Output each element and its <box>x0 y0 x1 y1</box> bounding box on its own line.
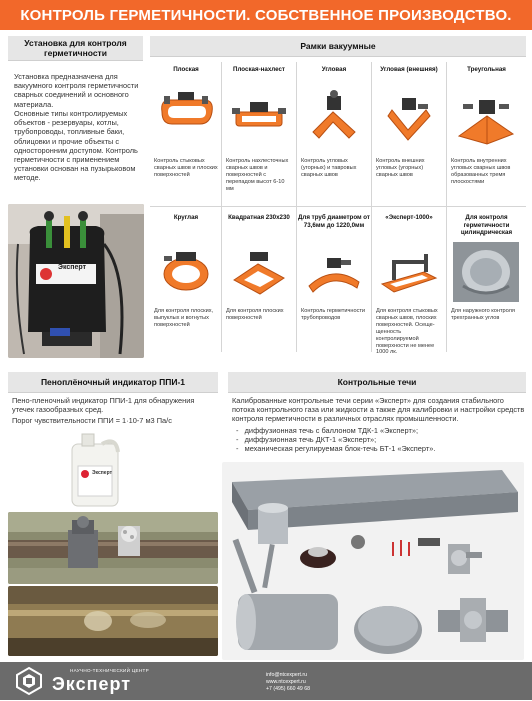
frame-title: Для труб диаметром от 73,6мм до 1220,0мм <box>298 214 370 229</box>
brand-logo-icon <box>14 666 44 696</box>
frame-angle-image <box>303 82 365 152</box>
frame-angle-external-image <box>378 82 440 152</box>
frame-description: Контроль герметичности трубопроводов <box>301 308 366 321</box>
leaks-item-text: диффузионная течь ДКТ-1 «Эксперт»; <box>244 435 377 444</box>
frame-title: Угловая (внешняя) <box>380 66 438 73</box>
grid-divider <box>150 206 526 207</box>
leaks-item: - диффузионная течь с баллоном ТДК-1 «Эксперт»; <box>236 426 419 435</box>
frame-pipe-image <box>303 234 365 300</box>
page-title-banner <box>0 0 532 30</box>
frames-heading-text: Рамки вакуумные <box>300 41 376 51</box>
frame-round-image <box>156 234 216 300</box>
frame-flat-image <box>156 82 216 152</box>
footer-email[interactable]: info@ntcexpert.ru <box>266 672 308 678</box>
foam-canister-photo <box>62 432 130 510</box>
foam-sensitivity: Порог чувствительности ППИ = 1·10-7 м3 Па/с <box>12 416 172 425</box>
frame-card-pipe <box>297 210 371 352</box>
installation-heading <box>8 36 143 61</box>
frame-title: «Эксперт-1000» <box>385 214 433 221</box>
frame-title: Треугольная <box>467 66 506 73</box>
frame-description: Для контроля плоских, выпуклых и вогнутых поверхностей <box>154 308 214 328</box>
leaks-heading-text: Контрольные течи <box>337 377 417 387</box>
frame-description: Для контроля плоских поверхностей <box>226 308 284 321</box>
installation-heading-text: Установка для контроля герметичности <box>24 38 127 58</box>
foam-heading <box>8 372 218 393</box>
frame-card-square <box>222 210 296 352</box>
frame-title: Для контроля герметичности цилиндрическая <box>460 214 513 236</box>
leaks-item: - диффузионная течь ДКТ-1 «Эксперт»; <box>236 435 377 444</box>
frame-card-flat-overlap <box>222 62 296 204</box>
frame-description: Контроль внутренних угловых сварных швов образованных тремя плоскостями <box>451 158 511 185</box>
frame-card-flat <box>150 62 222 204</box>
frame-cylindrical-image <box>453 242 520 302</box>
frame-title: Квадратная 230x230 <box>228 214 290 221</box>
leaks-item-text: диффузионная течь с баллоном ТДК-1 «Эксперт»; <box>244 426 419 435</box>
leaks-item-text: механическая регулируемая блок-течь БТ-1 «Эксперт». <box>244 444 436 453</box>
frame-card-angle <box>297 62 371 204</box>
frame-card-triangular <box>447 62 526 204</box>
frame-title: Плоская-нахлест <box>233 66 285 73</box>
foam-description: Пено-пленочный индикатор ППИ-1 для обнаружения утечек газообразных сред. <box>12 396 195 415</box>
brand-company-line: НАУЧНО-ТЕХНИЧЕСКИЙ ЦЕНТР <box>70 668 149 673</box>
leaks-photo <box>222 462 524 660</box>
pipe-valve-photo <box>8 512 218 584</box>
installation-paragraph-1: Установка предназначена для вакуумного контроля герметичности сварных соединений и основного материала. <box>14 72 139 109</box>
page-title: КОНТРОЛЬ ГЕРМЕТИЧНОСТИ. СОБСТВЕННОЕ ПРОИЗВОДСТВО. <box>20 6 512 24</box>
frame-square-image <box>228 234 290 300</box>
frame-description: Для контроля стыковых сварных швов, плоских поверхностей. Осеще-щенность контролируемой поверхности не менее 1000 лк. <box>376 308 438 356</box>
frame-expert-1000-image <box>378 234 440 300</box>
frame-card-cylindrical <box>447 210 526 352</box>
footer-site[interactable]: www.ntcexpert.ru <box>266 679 306 685</box>
leaks-item: - механическая регулируемая блок-течь БТ-1 «Эксперт». <box>236 444 436 453</box>
leaks-description: Калиброванные контрольные течи серии «Эксперт» для создания стабильного потока контрольного газа или жидкости а также для калибровки и настройки средств контроля герметичности в различных отраслях промышленности. <box>232 396 525 424</box>
footer-contacts <box>266 672 310 693</box>
frame-description: Контроль угловых (угорных) и тавровых сварных швов <box>301 158 357 178</box>
footer-phone: +7 (495) 660 49 68 <box>266 686 310 692</box>
frame-card-round <box>150 210 222 352</box>
foam-heading-text: Пеноплёночный индикатор ППИ-1 <box>40 377 186 387</box>
frame-card-expert-1000 <box>372 210 446 356</box>
installation-paragraph-2: Основные типы контролируемых объектов - резервуары, котлы, трубопроводы, топливные баки, облицовки и прочие объекты с односторонним доступом. Контроль герметичности с применением установки основан на пузырьковом методе. <box>14 109 138 183</box>
leaks-heading <box>228 372 526 393</box>
frame-description: Контроль нахлесточных сварных швов и поверхностей с перепадом высот 6-10 мм <box>226 158 289 192</box>
installation-photo <box>8 204 144 358</box>
frame-title: Угловая <box>321 66 347 73</box>
frame-overlap-image <box>228 82 290 152</box>
frame-description: Контроль внешних угловых (угорных) сварных швов <box>376 158 425 178</box>
frame-triangular-image <box>453 82 520 152</box>
frame-description: Контроль стыковых сварных швов и плоских поверхностей <box>154 158 218 178</box>
frames-heading <box>150 36 526 57</box>
frame-title: Круглая <box>173 214 199 221</box>
foam-canister-label: Эксперт <box>92 470 113 476</box>
pipe-weld-photo <box>8 586 218 656</box>
installation-photo-logo: Эксперт <box>58 264 87 271</box>
brand-name: Эксперт <box>52 674 132 694</box>
frame-title: Плоская <box>173 66 199 73</box>
frame-description: Для наружного контроля трехгранных углов <box>451 308 515 321</box>
frame-card-angle-external <box>372 62 446 204</box>
